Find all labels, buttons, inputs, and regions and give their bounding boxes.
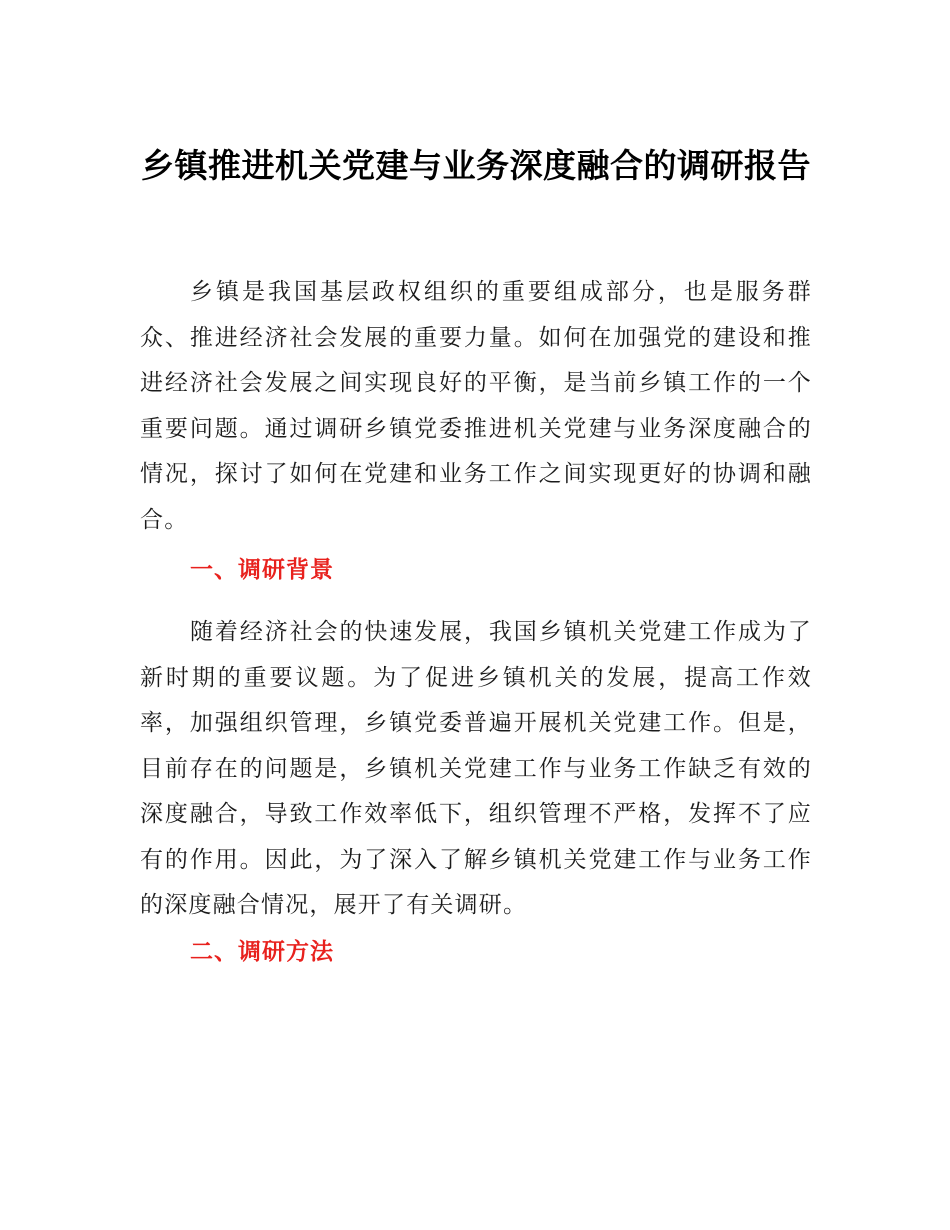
section-heading-background: 一、调研背景 [190,557,334,583]
section-heading-method: 二、调研方法 [190,939,334,965]
document-title: 乡镇推进机关党建与业务深度融合的调研报告 [141,146,811,185]
intro-paragraph: 乡镇是我国基层政权组织的重要组成部分，也是服务群众、推进经济社会发展的重要力量。如何在加强党的建设和推进经济社会发展之间实现良好的平衡，是当前乡镇工作的一个重要问题。通过调研乡镇党委推进机关党建与业务深度融合的情况，探讨了如何在党建和业务工作之间实现更好的协调和融合。 [140,279,812,533]
background-paragraph: 随着经济社会的快速发展，我国乡镇机关党建工作成为了新时期的重要议题。为了促进乡镇机关的发展，提高工作效率，加强组织管理，乡镇党委普遍开展机关党建工作。但是，目前存在的问题是，乡镇机关党建工作与业务工作缺乏有效的深度融合，导致工作效率低下，组织管理不严格，发挥不了应有的作用。因此，为了深入了解乡镇机关党建工作与业务工作的深度融合情况，展开了有关调研。 [140,619,812,918]
